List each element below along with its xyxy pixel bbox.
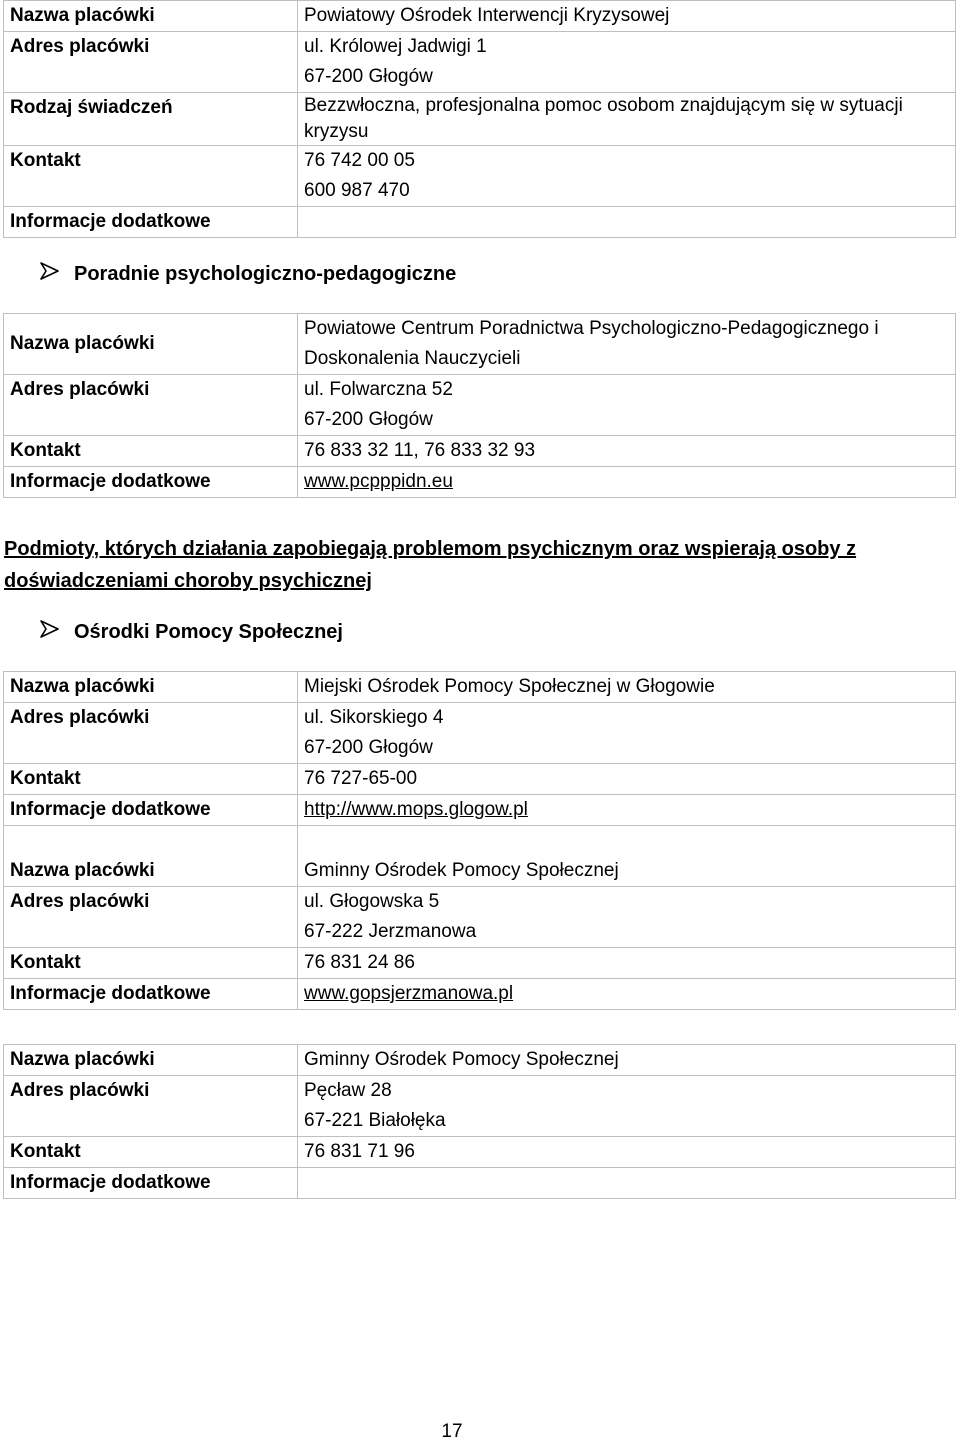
table-row xyxy=(4,146,956,207)
table-row xyxy=(4,979,956,1010)
address-line: Pęcław 28 xyxy=(304,1080,392,1101)
table-row xyxy=(4,1168,956,1199)
name-label: Nazwa placówki xyxy=(4,856,298,887)
facility-contact: 76 833 32 11, 76 833 32 93 xyxy=(298,436,956,467)
facility-name: Gminny Ośrodek Pomocy Społecznej xyxy=(298,1045,956,1076)
name-line: Doskonalenia Nauczycieli xyxy=(304,348,521,369)
section-heading-osrodki xyxy=(40,620,343,644)
contact-line: 600 987 470 xyxy=(304,180,410,201)
table-row xyxy=(4,375,956,436)
table-row xyxy=(4,887,956,948)
table-row xyxy=(4,1045,956,1076)
page-number: 17 xyxy=(441,1421,463,1442)
address-line: ul. Sikorskiego 4 xyxy=(304,707,444,728)
contact-label: Kontakt xyxy=(4,436,298,467)
facility-table-gops-peclaw xyxy=(3,1044,956,1199)
service-line: kryzysu xyxy=(304,121,369,142)
facility-address xyxy=(298,375,956,436)
facility-table-poradnia xyxy=(3,313,956,498)
table-row xyxy=(4,436,956,467)
facility-address xyxy=(298,1076,956,1137)
facility-website-link[interactable]: http://www.mops.glogow.pl xyxy=(298,795,956,826)
address-line: 67-222 Jerzmanowa xyxy=(304,921,477,942)
address-label: Adres placówki xyxy=(4,1076,298,1137)
address-line: ul. Głogowska 5 xyxy=(304,891,440,912)
facility-name: Powiatowy Ośrodek Interwencji Kryzysowej xyxy=(298,1,956,32)
table-row xyxy=(4,1076,956,1137)
info-label: Informacje dodatkowe xyxy=(4,1168,298,1199)
facility-table-interwencja xyxy=(3,0,956,238)
address-line: 67-200 Głogów xyxy=(304,409,433,430)
table-row xyxy=(4,764,956,795)
facility-info xyxy=(298,207,956,238)
arrow-bullet-icon xyxy=(40,262,64,286)
facility-contact: 76 831 71 96 xyxy=(298,1137,956,1168)
section-title: Ośrodki Pomocy Społecznej xyxy=(74,620,343,643)
table-row xyxy=(4,207,956,238)
address-line: 67-221 Białołęka xyxy=(304,1110,446,1131)
info-label: Informacje dodatkowe xyxy=(4,979,298,1010)
table-row xyxy=(4,856,956,887)
contact-label: Kontakt xyxy=(4,1137,298,1168)
facility-info xyxy=(298,1168,956,1199)
service-line: Bezzwłoczna, profesjonalna pomoc osobom znajdującym się w sytuacji xyxy=(304,95,903,116)
facility-address xyxy=(298,703,956,764)
facility-contact xyxy=(298,146,956,207)
spacer-cell xyxy=(298,826,956,857)
facility-address xyxy=(298,32,956,93)
address-label: Adres placówki xyxy=(4,703,298,764)
facility-website-link[interactable]: www.pcpppidn.eu xyxy=(298,467,956,498)
facility-contact: 76 831 24 86 xyxy=(298,948,956,979)
facility-service xyxy=(298,93,956,146)
table-row xyxy=(4,703,956,764)
main-heading: Podmioty, których działania zapobiegają problemom psychicznym oraz wspierają osoby z doświadczeniami choroby psychicznej xyxy=(4,538,857,592)
name-label: Nazwa placówki xyxy=(4,672,298,703)
info-label: Informacje dodatkowe xyxy=(4,207,298,238)
table-row xyxy=(4,1137,956,1168)
address-label: Adres placówki xyxy=(4,375,298,436)
contact-line: 76 742 00 05 xyxy=(304,150,415,171)
address-label: Adres placówki xyxy=(4,32,298,93)
table-row xyxy=(4,314,956,375)
section-title: Poradnie psychologiczno-pedagogiczne xyxy=(74,262,457,285)
facility-address xyxy=(298,887,956,948)
table-row xyxy=(4,93,956,146)
address-line: ul. Folwarczna 52 xyxy=(304,379,453,400)
table-row xyxy=(4,467,956,498)
contact-label: Kontakt xyxy=(4,764,298,795)
table-row xyxy=(4,32,956,93)
spacer-cell xyxy=(4,826,298,857)
table-row xyxy=(4,672,956,703)
table-row xyxy=(4,1,956,32)
facility-name: Miejski Ośrodek Pomocy Społecznej w Głogowie xyxy=(298,672,956,703)
facility-contact: 76 727-65-00 xyxy=(298,764,956,795)
address-line: ul. Królowej Jadwigi 1 xyxy=(304,36,487,57)
name-label: Nazwa placówki xyxy=(4,1,298,32)
service-label: Rodzaj świadczeń xyxy=(4,93,298,146)
name-label: Nazwa placówki xyxy=(4,314,298,375)
facility-table-mops xyxy=(3,671,956,856)
arrow-bullet-icon xyxy=(40,620,64,644)
info-label: Informacje dodatkowe xyxy=(4,467,298,498)
section-heading-poradnie xyxy=(40,262,456,286)
facility-name: Gminny Ośrodek Pomocy Społecznej xyxy=(298,856,956,887)
name-label: Nazwa placówki xyxy=(4,1045,298,1076)
info-label: Informacje dodatkowe xyxy=(4,795,298,826)
contact-label: Kontakt xyxy=(4,948,298,979)
table-row xyxy=(4,826,956,857)
address-label: Adres placówki xyxy=(4,887,298,948)
address-line: 67-200 Głogów xyxy=(304,66,433,87)
contact-label: Kontakt xyxy=(4,146,298,207)
address-line: 67-200 Głogów xyxy=(304,737,433,758)
name-line: Powiatowe Centrum Poradnictwa Psychologiczno-Pedagogicznego i xyxy=(304,318,879,339)
facility-table-gops-jerzmanowa xyxy=(3,856,956,1010)
table-row xyxy=(4,948,956,979)
table-row xyxy=(4,795,956,826)
facility-website-link[interactable]: www.gopsjerzmanowa.pl xyxy=(298,979,956,1010)
facility-name xyxy=(298,314,956,375)
